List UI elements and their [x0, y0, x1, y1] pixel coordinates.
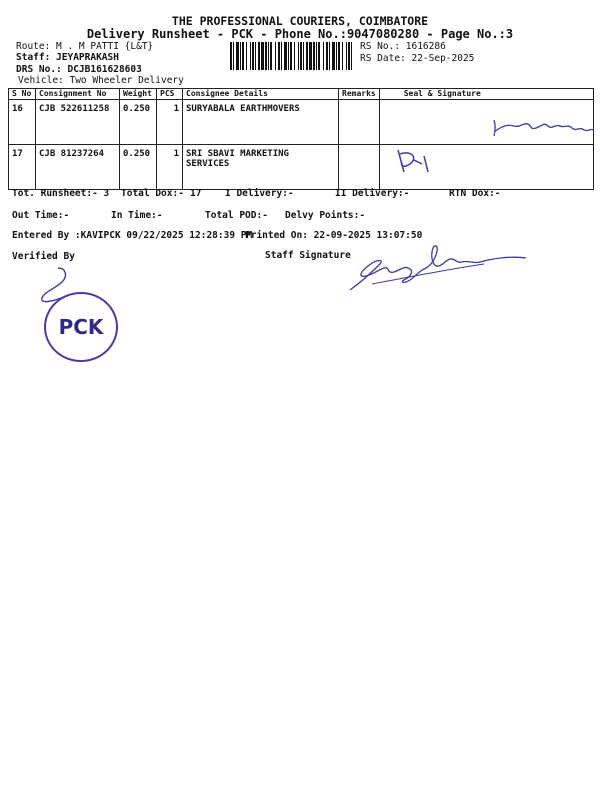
barcode-bar — [290, 42, 292, 70]
col-header-remarks: Remarks — [339, 89, 380, 100]
barcode-bar — [342, 42, 343, 70]
total-dox-value: 17 — [190, 188, 202, 199]
rs-date: RS Date: 22-Sep-2025 — [360, 53, 475, 64]
rtn-dox: RTN Dox:- — [449, 188, 501, 199]
staff-handwritten-signature — [344, 240, 530, 296]
barcode-bar — [268, 42, 269, 70]
cell-consignment: CJB 81237264 — [36, 145, 120, 190]
barcode-bar — [284, 42, 287, 70]
barcode-bar — [250, 42, 251, 70]
total-pod: Total POD:- — [205, 210, 268, 221]
barcode-bar — [303, 42, 304, 70]
barcode-bar — [258, 42, 260, 70]
barcode-bar — [255, 42, 256, 70]
delvy-points: Delvy Points:- — [285, 210, 366, 221]
in-time: In Time:- — [111, 210, 163, 221]
barcode-bar — [338, 42, 340, 70]
cell-sno: 17 — [9, 145, 36, 190]
barcode-bar — [275, 42, 276, 70]
barcode-bar — [318, 42, 320, 70]
col-header-sno: S No — [9, 89, 36, 100]
barcode-bar — [252, 42, 254, 70]
barcode-bar — [329, 42, 330, 70]
barcode-bar — [300, 42, 302, 70]
cell-consignment: CJB 522611258 — [36, 100, 120, 145]
barcode-image — [230, 42, 356, 70]
barcode-bar — [316, 42, 317, 70]
barcode-bar — [323, 42, 324, 70]
cell-remarks — [339, 100, 380, 145]
table-header-row — [9, 89, 594, 100]
barcode-bar — [265, 42, 267, 70]
barcode-bar — [348, 42, 350, 70]
barcode-bar — [332, 42, 335, 70]
cell-weight: 0.250 — [120, 145, 157, 190]
col-header-weight: Weight — [120, 89, 157, 100]
barcode-bar — [240, 42, 241, 70]
barcode-bar — [313, 42, 315, 70]
out-time: Out Time:- — [12, 210, 70, 221]
entered-by: Entered By :KAVIPCK 09/22/2025 12:28:39 PM — [12, 230, 253, 241]
handwritten-signature-row17 — [392, 146, 432, 176]
staff-text: Staff: JEYAPRAKASH — [16, 52, 119, 63]
barcode-bar — [261, 42, 264, 70]
ii-delivery: II Delivery:- — [335, 188, 410, 199]
barcode-bar — [233, 42, 234, 70]
cell-pcs: 1 — [157, 100, 183, 145]
barcode-bar — [346, 42, 347, 70]
col-header-consignment: Consignment No — [36, 89, 120, 100]
cell-weight: 0.250 — [120, 100, 157, 145]
i-delivery: I Delivery:- — [225, 188, 294, 199]
cell-pcs: 1 — [157, 145, 183, 190]
barcode-bar — [270, 42, 272, 70]
col-header-consignee: Consignee Details — [183, 89, 339, 100]
drs-number: DRS No.: DCJB161628603 — [16, 64, 142, 75]
printed-on: Printed On: 22-09-2025 13:07:50 — [245, 230, 423, 241]
cell-consignee: SRI SBAVI MARKETING SERVICES — [183, 145, 339, 190]
table-row — [9, 145, 594, 190]
barcode-bar — [236, 42, 239, 70]
handwritten-signature-row16 — [490, 112, 596, 142]
barcode-bar — [326, 42, 328, 70]
barcode-bar — [351, 42, 352, 70]
cell-consignee: SURYABALA EARTHMOVERS — [183, 100, 339, 145]
tot-runsheet: Tot. Runsheet:- 3 — [12, 188, 110, 199]
staff-signature-label: Staff Signature — [265, 250, 351, 261]
barcode-bar — [306, 42, 308, 70]
rs-number: RS No.: 1616286 — [360, 41, 446, 52]
company-title: THE PROFESSIONAL COURIERS, COIMBATORE — [171, 14, 429, 28]
barcode-bar — [336, 42, 337, 70]
barcode-bar — [242, 42, 244, 70]
barcode-bar — [288, 42, 289, 70]
pck-stamp-text: PCK — [58, 315, 104, 339]
pck-stamp — [44, 292, 118, 362]
col-header-seal-signature: Seal & Signature — [379, 89, 593, 100]
vehicle-text: Vehicle: Two Wheeler Delivery — [18, 75, 184, 86]
barcode-bar — [294, 42, 295, 70]
runsheet-subtitle: Delivery Runsheet - PCK - Phone No.:9047080280 - Page No.:3 — [86, 27, 514, 41]
barcode-bar — [278, 42, 280, 70]
route-text: Route: M . M PATTI {L&T} — [16, 41, 154, 52]
barcode-bar — [309, 42, 312, 70]
total-dox-label: Total Dox:- — [121, 188, 184, 199]
barcode-bar — [281, 42, 282, 70]
verified-by-label: Verified By — [12, 251, 75, 262]
col-header-pcs: PCS — [157, 89, 183, 100]
cell-remarks — [339, 145, 380, 190]
barcode-bar — [246, 42, 247, 70]
barcode-bar — [230, 42, 232, 70]
barcode-bar — [298, 42, 299, 70]
cell-sno: 16 — [9, 100, 36, 145]
